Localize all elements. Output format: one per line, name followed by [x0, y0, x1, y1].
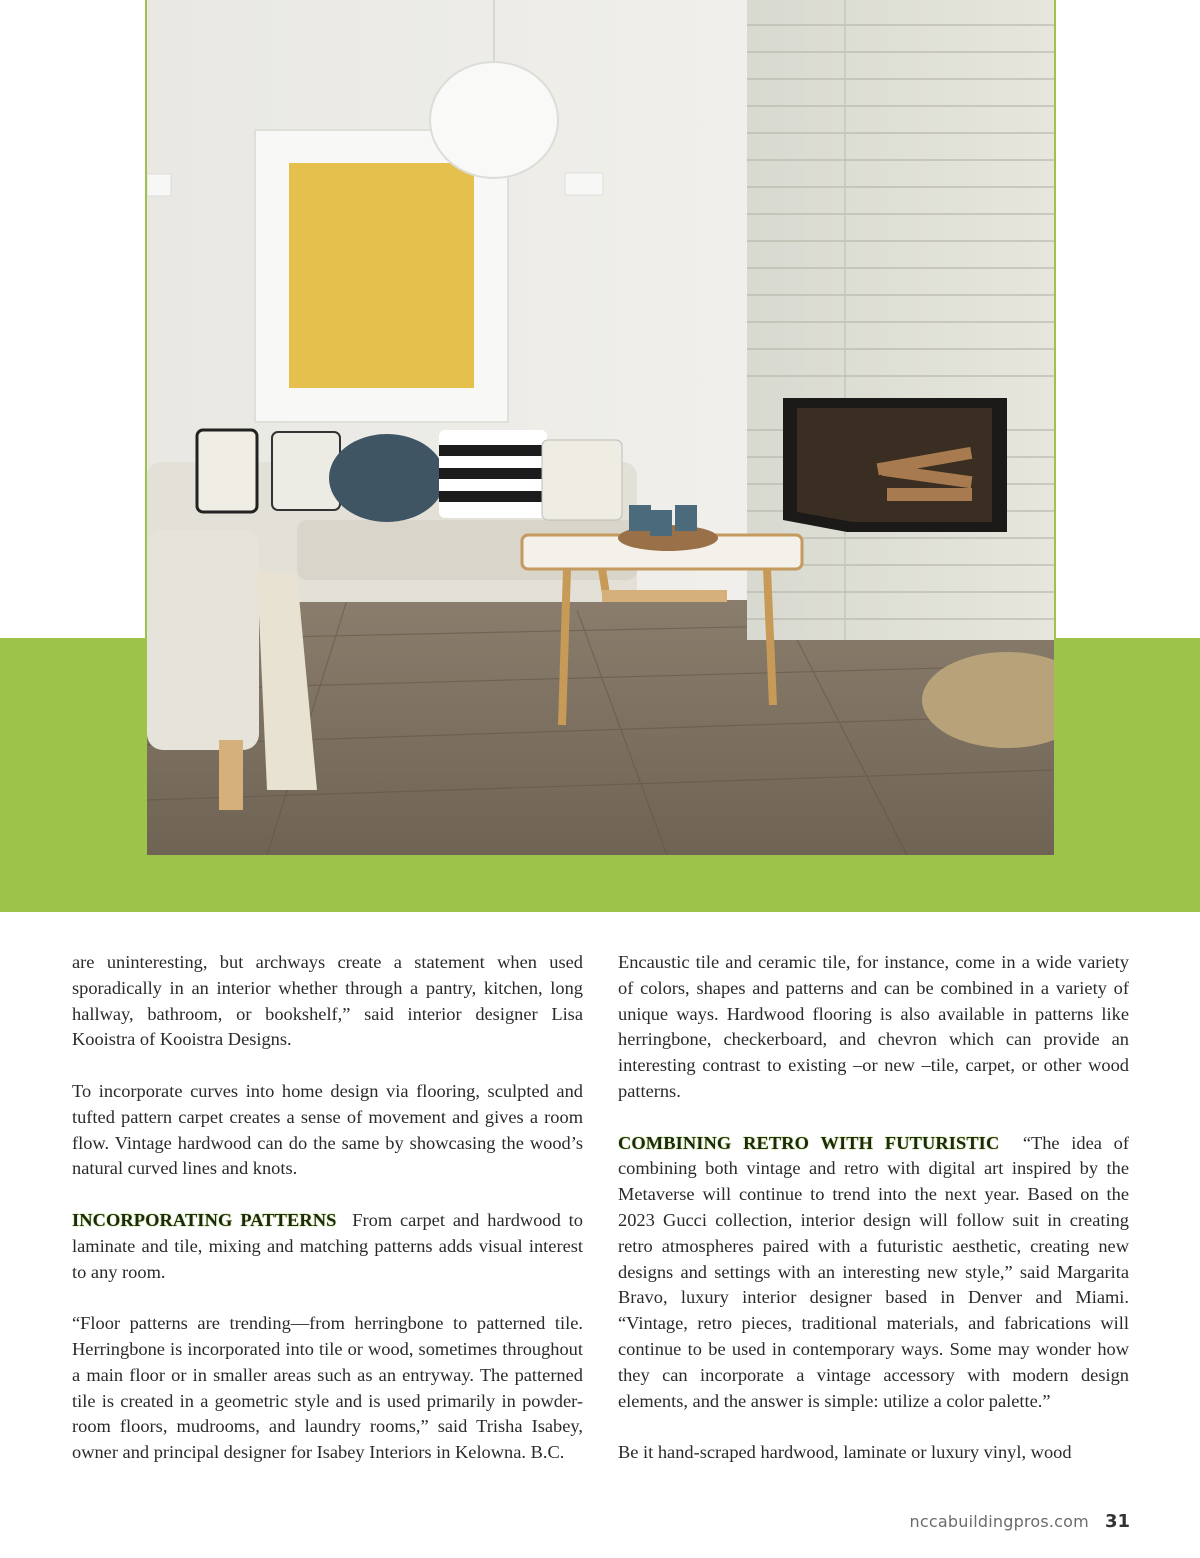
paragraph	[72, 1208, 583, 1285]
section-heading: COMBINING RETRO WITH FUTURISTIC	[618, 1132, 1000, 1153]
living-room-photo	[147, 0, 1054, 855]
paragraph-text: From carpet and hardwood to laminate and tile, mixing and matching patterns adds visual interest to any room.	[72, 1209, 583, 1282]
paragraph: “Floor patterns are trending—from herringbone to patterned tile. Herringbone is incorporated into tile or wood, sometimes throughout a main floor or in smaller areas such as an entryway. The patterned tile is created in a geometric style and is used primarily in powder-room floors, mudrooms, and laundry rooms,” said Trisha Isabey, owner and principal designer for Isabey Interiors in Kelowna. B.C.	[72, 1313, 583, 1463]
paragraph: Be it hand-scraped hardwood, laminate or luxury vinyl, wood	[618, 1442, 1072, 1463]
paragraph: are uninteresting, but archways create a statement when used sporadically in an interior whether through a pantry, kitchen, long hallway, bathroom, or bookshelf,” said interior designer Lisa Kooistra of Kooistra Designs.	[72, 952, 583, 1050]
article-column-right	[618, 950, 1129, 1466]
paragraph: To incorporate curves into home design via flooring, sculpted and tufted pattern carpet creates a sense of movement and gives a room flow. Vintage hardwood can do the same by showcasing the wood’s natural curved lines and knots.	[72, 1080, 583, 1179]
page-footer	[910, 1511, 1130, 1532]
article-column-left	[72, 950, 583, 1466]
page-number: 31	[1104, 1511, 1130, 1532]
paragraph-text: “The idea of combining both vintage and retro with digital art inspired by the Metaverse will continue to trend into the next year. Based on the 2023 Gucci collection, interior design will follow suit in creating retro atmospheres paired with a futuristic aesthetic, creating new designs and settings with an interesting new style,” said Margarita Bravo, luxury interior designer based in Denver and Miami. “Vintage, retro pieces, traditional materials, and fabrications will continue to be used in contemporary ways. Some may wonder how they can incorporate a vintage accessory with modern design elements, and the answer is simple: utilize a color palette.”	[618, 1132, 1129, 1411]
paragraph: Encaustic tile and ceramic tile, for instance, come in a wide variety of colors, shapes and patterns and can be combined in a variety of unique ways. Hardwood flooring is also available in patterns like herringbone, checkerboard, and chevron which can provide an interesting contrast to existing –or new –tile, carpet, or other wood patterns.	[618, 952, 1129, 1101]
accent-edge-right	[1054, 0, 1056, 640]
paragraph	[618, 1131, 1129, 1415]
footer-website: nccabuildingpros.com	[909, 1512, 1089, 1531]
section-heading: INCORPORATING PATTERNS	[72, 1209, 337, 1230]
